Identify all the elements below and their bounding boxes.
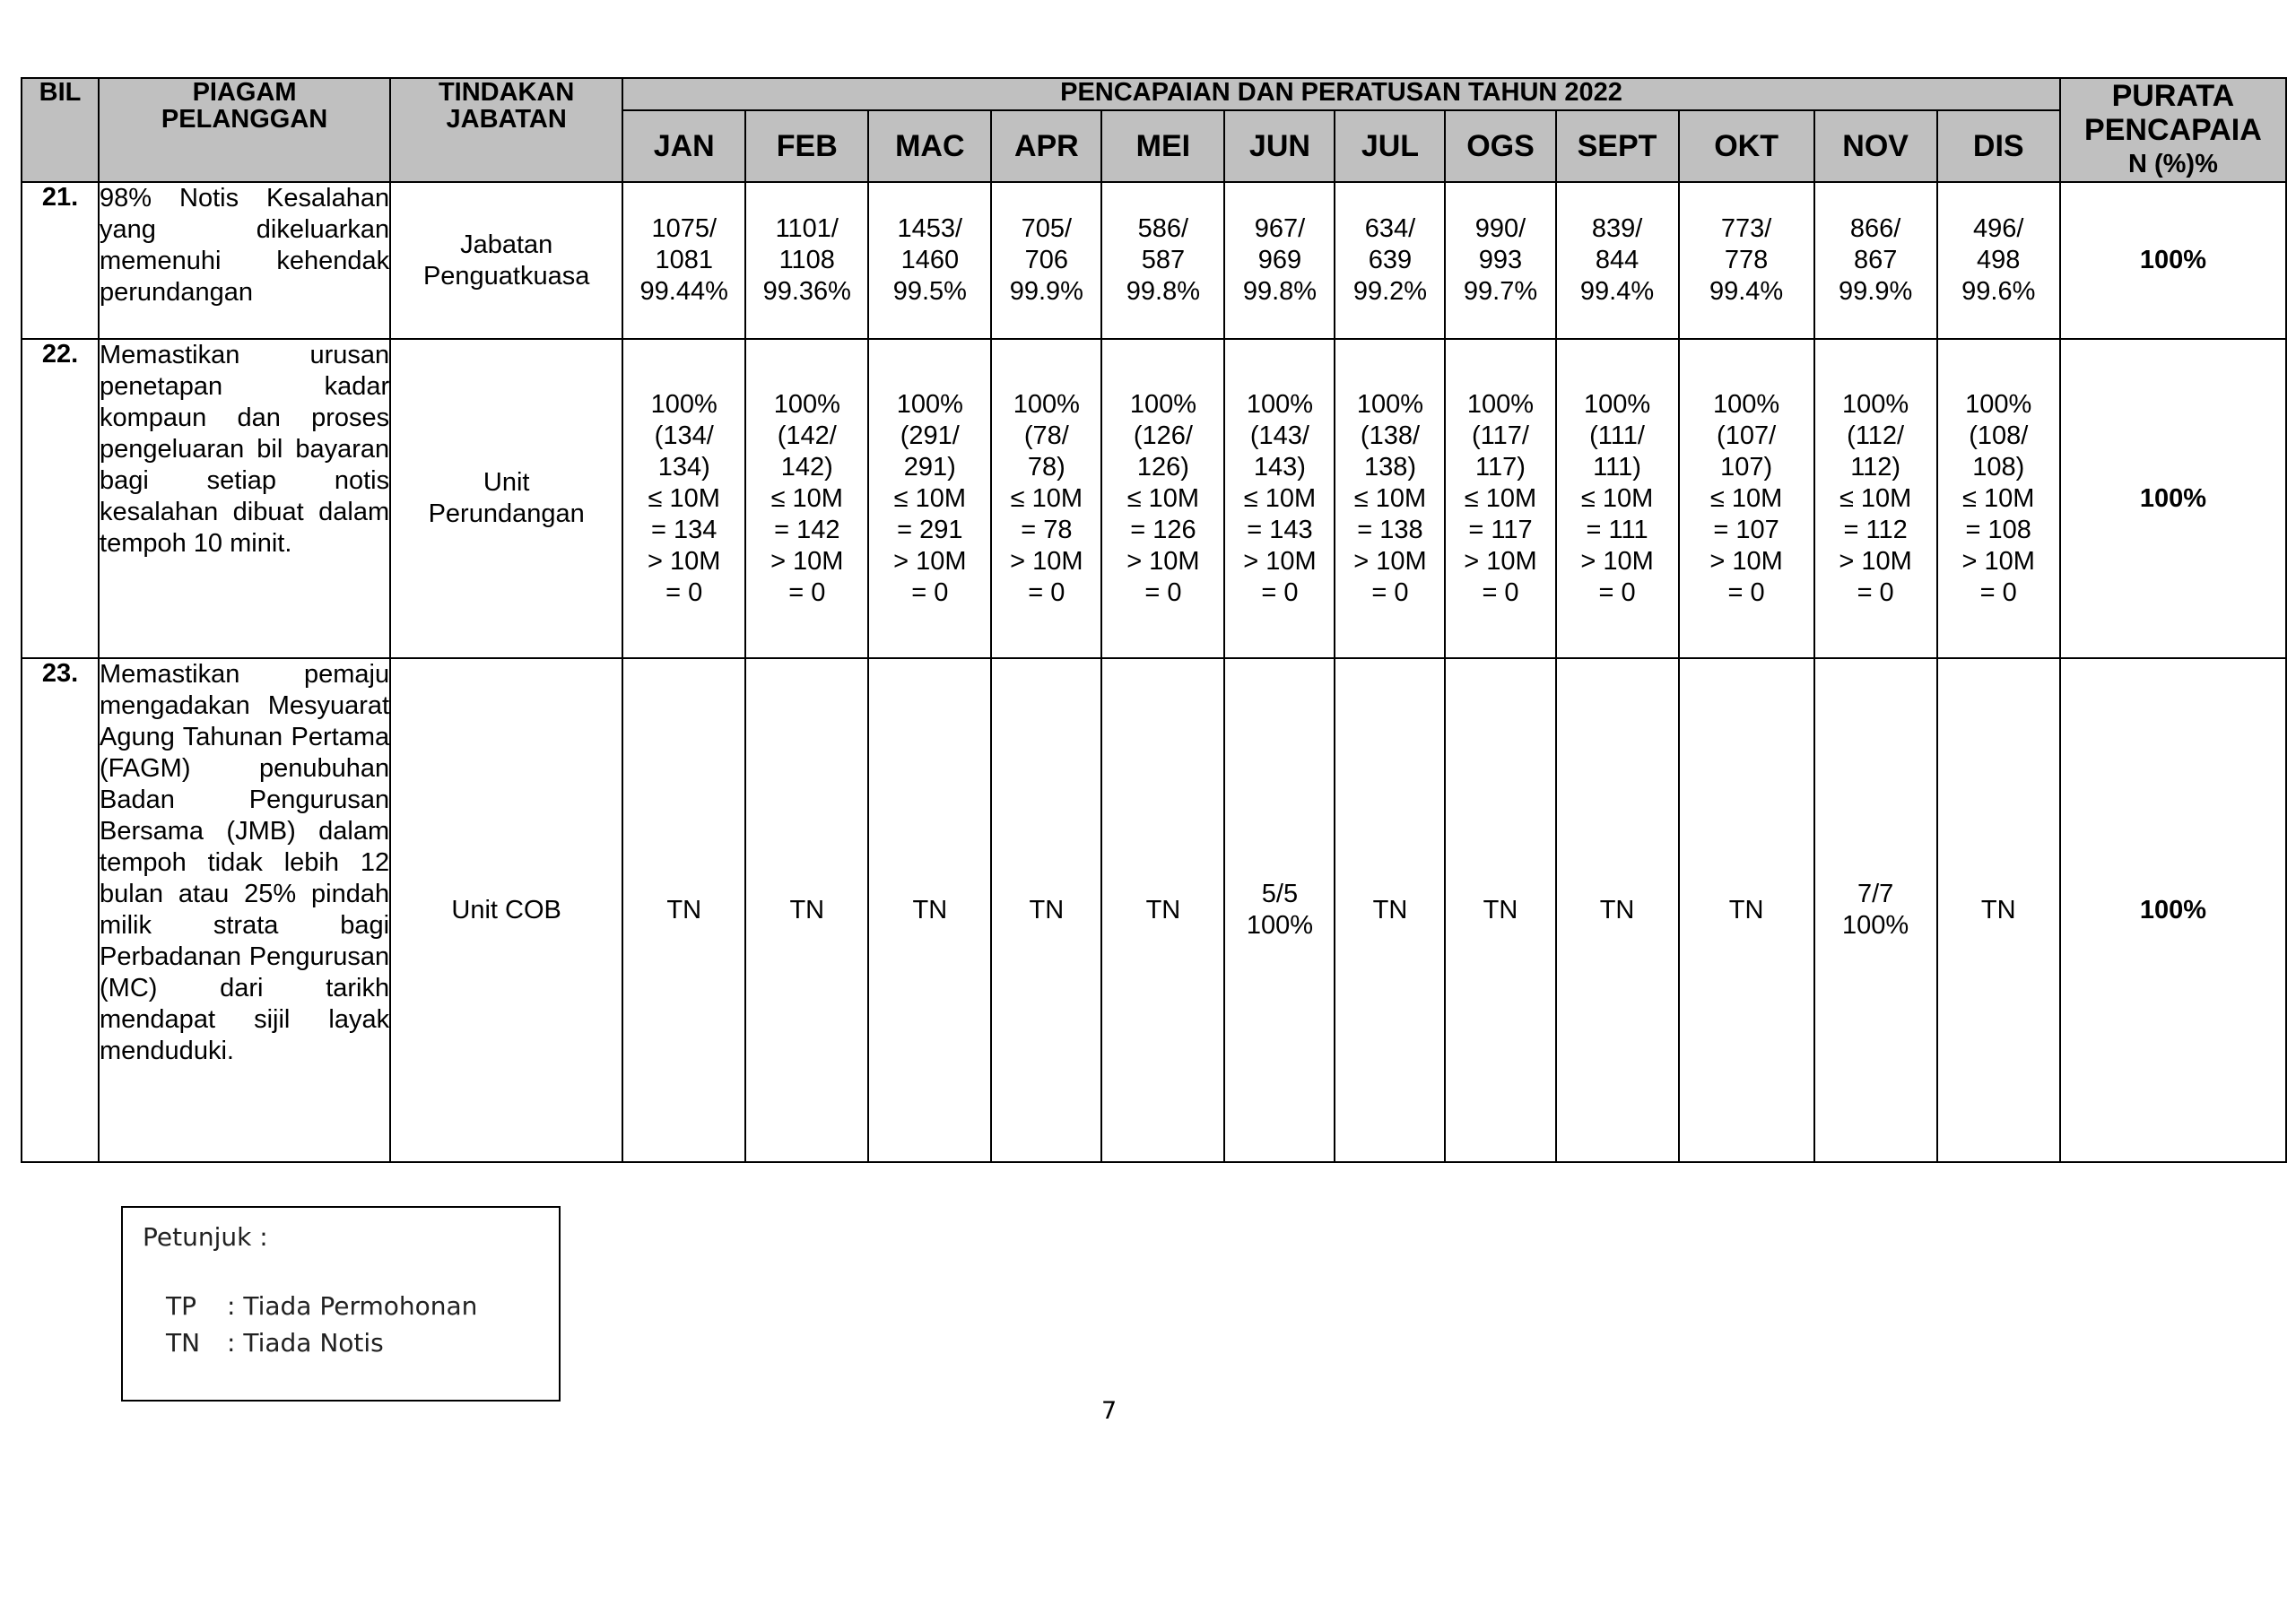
header-month: JAN <box>622 110 745 182</box>
month-value: = 0 <box>1598 577 1636 607</box>
month-value: > 10M <box>1353 546 1427 576</box>
table-row <box>22 658 2286 1162</box>
month-value: 587 <box>1141 246 1186 274</box>
month-value: ≤ 10M <box>648 483 720 513</box>
jabatan-line: Jabatan <box>460 230 553 259</box>
month-value: 291) <box>903 452 956 482</box>
month-value: > 10M <box>1961 546 2035 576</box>
month-value: = 134 <box>651 515 718 544</box>
month-cell <box>1679 182 1814 339</box>
month-value: 100% <box>896 389 963 419</box>
month-value: TN <box>1029 895 1065 924</box>
month-value: > 10M <box>1464 546 1537 576</box>
header-month: FEB <box>745 110 868 182</box>
month-value: TN <box>912 895 948 924</box>
row-bil: 22. <box>22 339 99 658</box>
month-value: 586/ <box>1137 214 1189 243</box>
month-cell <box>1937 658 2060 1162</box>
month-value: 107) <box>1720 452 1773 482</box>
month-value: 143) <box>1253 452 1306 482</box>
header-month: NOV <box>1814 110 1937 182</box>
month-value: = 0 <box>1979 577 2017 607</box>
month-value: 134) <box>657 452 710 482</box>
month-value: 1460 <box>900 246 960 274</box>
month-value: 100% <box>1013 389 1080 419</box>
header-pencapaian: PENCAPAIAN DAN PERATUSAN TAHUN 2022 <box>622 78 2060 110</box>
legend-code: TN <box>166 1328 201 1358</box>
month-value: 778 <box>1724 246 1769 274</box>
month-cell <box>1556 658 1679 1162</box>
month-value: 839/ <box>1591 214 1643 243</box>
month-value: 108) <box>1972 452 2025 482</box>
month-value: 99.2% <box>1352 277 1428 306</box>
month-value: 112) <box>1850 452 1901 482</box>
month-value: = 108 <box>1965 515 2031 544</box>
month-value: > 10M <box>1243 546 1317 576</box>
table-row <box>22 182 2286 339</box>
month-value: 844 <box>1595 246 1639 274</box>
month-value: 100% <box>1842 911 1909 940</box>
month-value: = 117 <box>1468 515 1533 544</box>
month-value: = 0 <box>665 577 703 607</box>
row-bil: 23. <box>22 658 99 1162</box>
month-value: 705/ <box>1021 214 1073 243</box>
month-value: = 0 <box>788 577 826 607</box>
month-value: (117/ <box>1472 421 1529 450</box>
month-cell <box>1335 339 1445 658</box>
month-value: (108/ <box>1969 421 2029 450</box>
month-value: = 291 <box>897 515 963 544</box>
month-value: 496/ <box>1973 214 2024 243</box>
month-value: (142/ <box>777 421 837 450</box>
month-value: 138) <box>1363 452 1416 482</box>
month-value: = 126 <box>1130 515 1196 544</box>
month-value: 100% <box>1246 911 1314 940</box>
month-cell <box>991 182 1101 339</box>
month-value: 100% <box>1466 389 1535 419</box>
month-value: 126) <box>1136 452 1189 482</box>
legend-code: TP <box>166 1291 196 1321</box>
month-value: 117) <box>1475 452 1526 482</box>
month-value: = 0 <box>1482 577 1519 607</box>
month-value: ≤ 10M <box>1962 483 2035 513</box>
month-cell <box>868 182 991 339</box>
month-value: 78) <box>1027 452 1065 482</box>
month-value: ≤ 10M <box>1580 483 1654 513</box>
month-value: TN <box>666 895 702 924</box>
month-cell <box>991 339 1101 658</box>
month-cell <box>1224 658 1335 1162</box>
month-value: ≤ 10M <box>1353 483 1427 513</box>
month-value: ≤ 10M <box>1126 483 1200 513</box>
month-value: 142) <box>780 452 833 482</box>
month-value: 99.7% <box>1463 277 1538 306</box>
jabatan-line: Unit COB <box>451 895 561 924</box>
month-value: = 0 <box>911 577 949 607</box>
month-value: 1081 <box>655 246 713 274</box>
month-value: 99.4% <box>1709 277 1784 306</box>
row-piagam: 98% Notis Kesalahan yang dikeluarkan memenuhi kehendak perundangan <box>99 182 390 339</box>
month-value: (291/ <box>900 421 960 450</box>
month-value: 1108 <box>778 246 835 274</box>
month-value: 99.8% <box>1242 277 1318 306</box>
month-value: 5/5 <box>1261 880 1299 908</box>
month-value: 100% <box>1965 389 2032 419</box>
month-cell <box>1814 339 1937 658</box>
month-value: 866/ <box>1849 214 1901 243</box>
month-value: 1101/ <box>775 214 839 243</box>
month-value: = 0 <box>1028 577 1065 607</box>
month-value: = 0 <box>1261 577 1299 607</box>
row-purata: 100% <box>2060 182 2286 339</box>
month-value: TN <box>1145 895 1181 924</box>
month-cell <box>1556 182 1679 339</box>
month-value: (126/ <box>1133 421 1193 450</box>
legend-text: : Tiada Permohonan <box>227 1291 478 1321</box>
month-value: (143/ <box>1249 421 1309 450</box>
header-month: MAC <box>868 110 991 182</box>
month-cell <box>1556 339 1679 658</box>
header-month: OGS <box>1445 110 1555 182</box>
month-value: 99.8% <box>1126 277 1201 306</box>
month-cell <box>1937 339 2060 658</box>
legend-text: : Tiada Notis <box>227 1328 384 1358</box>
month-value: 99.6% <box>1961 277 2036 306</box>
row-piagam: Memastikan urusan penetapan kadar kompaun dan proses pengeluaran bil bayaran bagi setiap notis kesalahan dibuat dalam tempoh 10 minit. <box>99 339 390 658</box>
month-cell <box>1335 658 1445 1162</box>
header-month: DIS <box>1937 110 2060 182</box>
row-jabatan <box>390 339 622 658</box>
month-value: 100% <box>1842 389 1909 419</box>
legend-item <box>166 1328 384 1358</box>
month-value: = 143 <box>1247 515 1313 544</box>
month-value: 100% <box>773 389 840 419</box>
month-cell <box>1445 182 1555 339</box>
month-value: = 142 <box>774 515 840 544</box>
month-cell <box>1224 182 1335 339</box>
month-value: > 10M <box>648 546 721 576</box>
month-value: ≤ 10M <box>1010 483 1083 513</box>
row-jabatan <box>390 658 622 1162</box>
month-value: 993 <box>1478 246 1523 274</box>
month-value: (112/ <box>1847 421 1905 450</box>
month-cell <box>1101 658 1224 1162</box>
month-value: 111) <box>1593 452 1641 482</box>
header-piagam: PIAGAM PELANGGAN <box>99 78 390 182</box>
month-value: TN <box>789 895 825 924</box>
month-value: 867 <box>1853 246 1898 274</box>
month-value: ≤ 10M <box>893 483 967 513</box>
row-piagam: Memastikan pemaju mengadakan Mesyuarat Agung Tahunan Pertama (FAGM) penubuhan Badan Pengurusan Bersama (JMB) dalam tempoh tidak lebih 12 bulan atau 25% pindah milik strata bagi Perbadanan Pengurusan (MC) dari tarikh mendapat sijil layak menduduki. <box>99 658 390 1162</box>
month-value: ≤ 10M <box>1243 483 1317 513</box>
month-value: 99.9% <box>1009 277 1083 306</box>
month-value: 969 <box>1257 246 1302 274</box>
month-cell <box>745 182 868 339</box>
month-value: (138/ <box>1360 421 1421 450</box>
month-value: TN <box>1728 895 1764 924</box>
month-value: = 78 <box>1021 515 1073 544</box>
month-value: 100% <box>650 389 718 419</box>
month-cell <box>1814 182 1937 339</box>
performance-table <box>21 77 2287 1163</box>
month-value: = 107 <box>1713 515 1779 544</box>
month-value: 639 <box>1368 246 1413 274</box>
month-value: 1453/ <box>897 214 963 243</box>
month-cell <box>1814 658 1937 1162</box>
header-month: SEPT <box>1556 110 1679 182</box>
month-value: 99.36% <box>762 277 851 306</box>
row-bil: 21. <box>22 182 99 339</box>
month-cell <box>1937 182 2060 339</box>
month-value: ≤ 10M <box>1709 483 1783 513</box>
month-value: > 10M <box>1580 546 1654 576</box>
header-month: JUN <box>1224 110 1335 182</box>
header-tindakan: TINDAKAN JABATAN <box>390 78 622 182</box>
month-cell <box>622 658 745 1162</box>
month-value: 990/ <box>1474 214 1526 243</box>
month-value: = 0 <box>1371 577 1409 607</box>
month-value: > 10M <box>1839 546 1912 576</box>
month-value: > 10M <box>1709 546 1783 576</box>
month-value: = 0 <box>1144 577 1182 607</box>
month-value: > 10M <box>770 546 844 576</box>
month-cell <box>622 339 745 658</box>
month-value: (78/ <box>1023 421 1069 450</box>
row-purata: 100% <box>2060 658 2286 1162</box>
month-value: 773/ <box>1720 214 1772 243</box>
month-value: ≤ 10M <box>1464 483 1537 513</box>
month-value: (111/ <box>1589 421 1645 450</box>
month-value: = 111 <box>1586 515 1648 544</box>
month-value: > 10M <box>1126 546 1200 576</box>
month-value: ≤ 10M <box>1839 483 1912 513</box>
month-cell <box>1445 339 1555 658</box>
legend-item <box>166 1291 477 1321</box>
month-value: 706 <box>1024 246 1069 274</box>
month-value: 100% <box>1356 389 1424 419</box>
month-cell <box>991 658 1101 1162</box>
month-cell <box>868 339 991 658</box>
month-value: 100% <box>1583 389 1651 419</box>
row-purata: 100% <box>2060 339 2286 658</box>
month-cell <box>622 182 745 339</box>
month-value: = 138 <box>1357 515 1423 544</box>
month-value: 1075/ <box>651 214 718 243</box>
month-value: > 10M <box>1010 546 1083 576</box>
page-number: 7 <box>1101 1397 1118 1425</box>
month-cell <box>1445 658 1555 1162</box>
month-value: TN <box>1483 895 1518 924</box>
row-jabatan <box>390 182 622 339</box>
month-cell <box>868 658 991 1162</box>
jabatan-line: Penguatkuasa <box>422 261 590 291</box>
header-month: APR <box>991 110 1101 182</box>
month-value: = 0 <box>1727 577 1765 607</box>
month-value: 100% <box>1246 389 1314 419</box>
month-cell <box>745 658 868 1162</box>
month-value: = 0 <box>1857 577 1894 607</box>
jabatan-line: Unit <box>483 468 530 497</box>
month-value: 100% <box>1713 389 1780 419</box>
month-cell <box>745 339 868 658</box>
month-value: 967/ <box>1254 214 1306 243</box>
month-value: 7/7 <box>1857 880 1894 908</box>
month-value: > 10M <box>893 546 967 576</box>
header-month: MEI <box>1101 110 1224 182</box>
month-cell <box>1101 182 1224 339</box>
month-value: 99.4% <box>1579 277 1655 306</box>
month-value: TN <box>1599 895 1635 924</box>
month-cell <box>1101 339 1224 658</box>
header-purata: PURATA PENCAPAIA N (%)% <box>2060 78 2286 182</box>
month-value: ≤ 10M <box>770 483 843 513</box>
month-value: 100% <box>1129 389 1196 419</box>
month-value: TN <box>1980 895 2016 924</box>
month-cell <box>1335 182 1445 339</box>
month-value: TN <box>1372 895 1408 924</box>
month-value: = 112 <box>1843 515 1908 544</box>
month-value: (107/ <box>1717 421 1777 450</box>
month-value: 99.44% <box>639 277 728 306</box>
month-value: (134/ <box>654 421 714 450</box>
month-cell <box>1224 339 1335 658</box>
month-value: 99.5% <box>892 277 967 306</box>
legend-box <box>121 1206 561 1402</box>
header-month: JUL <box>1335 110 1445 182</box>
jabatan-line: Perundangan <box>428 499 585 528</box>
header-bil: BIL <box>22 78 99 182</box>
month-cell <box>1679 658 1814 1162</box>
month-value: 498 <box>1977 246 2021 274</box>
month-value: 634/ <box>1364 214 1416 243</box>
month-value: 99.9% <box>1839 277 1913 306</box>
table-row <box>22 339 2286 658</box>
legend-title: Petunjuk : <box>143 1222 268 1252</box>
month-cell <box>1679 339 1814 658</box>
header-month: OKT <box>1679 110 1814 182</box>
